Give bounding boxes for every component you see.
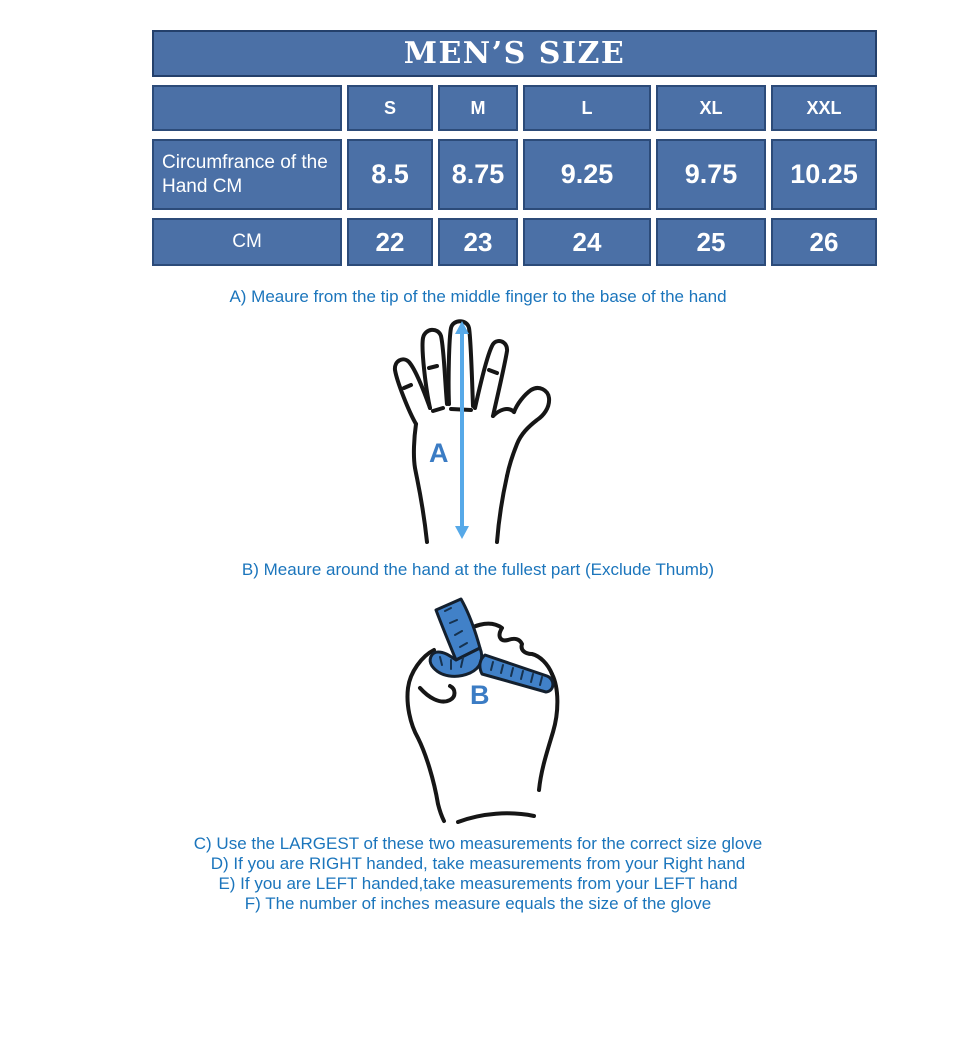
instruction-c: C) Use the LARGEST of these two measurements for the correct size glove — [193, 834, 763, 853]
circumference-value-xl: 9.75 — [656, 139, 766, 210]
instruction-a: A) Meaure from the tip of the middle finger to the base of the hand — [229, 287, 727, 306]
circumference-value-m: 8.75 — [438, 139, 518, 210]
size-col-xl: XL — [656, 85, 766, 131]
fist-measure-b-illustration — [398, 592, 566, 824]
circumference-value-l: 9.25 — [523, 139, 651, 210]
size-col-s: S — [347, 85, 433, 131]
circumference-value-s: 8.5 — [347, 139, 433, 210]
cm-value-l: 24 — [523, 218, 651, 266]
instruction-d: D) If you are RIGHT handed, take measurements from your Right hand — [210, 854, 746, 873]
hand-outline-icon — [395, 321, 549, 542]
tape-measure-icon — [430, 599, 553, 692]
measure-arrow-a-icon — [455, 321, 469, 539]
circumference-row-label: Circumfrance of the Hand CM — [152, 139, 342, 210]
measurement-b-label: B — [470, 680, 490, 710]
cm-value-xl: 25 — [656, 218, 766, 266]
measurement-a-label: A — [429, 438, 449, 468]
size-col-xxl: XXL — [771, 85, 877, 131]
corner-empty-cell — [152, 85, 342, 131]
size-col-l: L — [523, 85, 651, 131]
mens-size-table — [152, 30, 877, 266]
cm-row-label: CM — [152, 218, 342, 266]
instruction-f: F) The number of inches measure equals the size of the glove — [244, 894, 712, 913]
mens-glove-size-chart — [0, 30, 956, 1054]
cm-value-xxl: 26 — [771, 218, 877, 266]
cm-value-m: 23 — [438, 218, 518, 266]
size-col-m: M — [438, 85, 518, 131]
open-hand-measure-a-illustration — [385, 316, 557, 544]
table-title: MEN’S SIZE — [152, 30, 877, 77]
instructions-c-to-f — [0, 834, 956, 914]
circumference-value-xxl: 10.25 — [771, 139, 877, 210]
instruction-e: E) If you are LEFT handed,take measurements from your LEFT hand — [218, 874, 738, 893]
cm-value-s: 22 — [347, 218, 433, 266]
instruction-b: B) Meaure around the hand at the fullest part (Exclude Thumb) — [241, 560, 715, 579]
